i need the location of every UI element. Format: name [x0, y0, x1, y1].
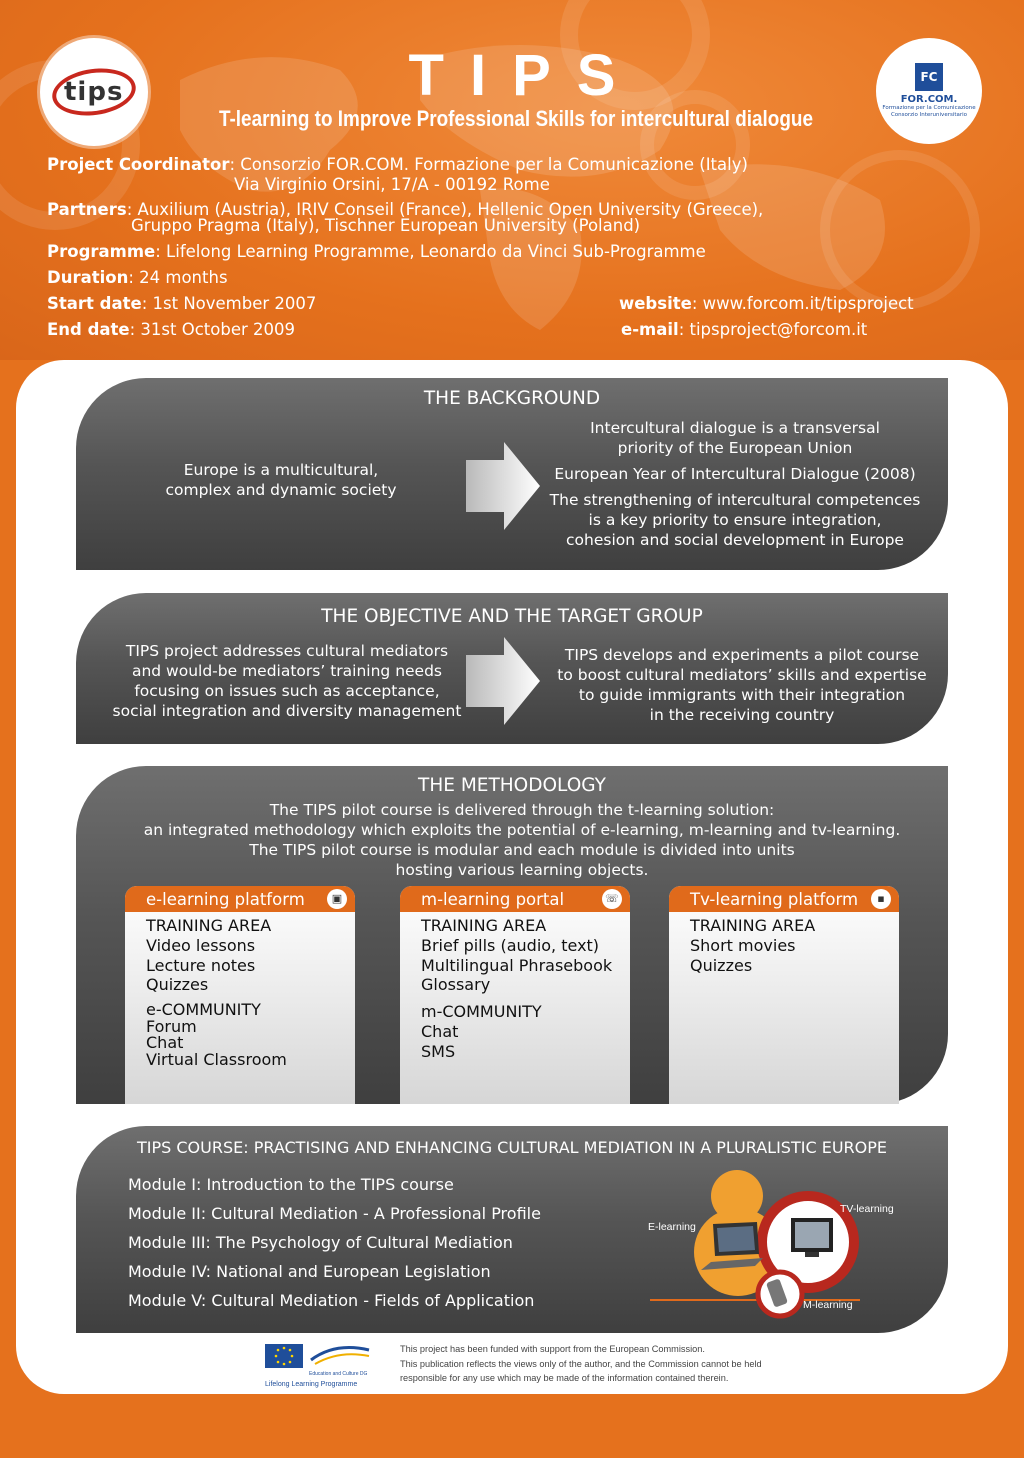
methodology-line: an integrated methodology which exploits the potential of e-learning, m-learning and tv-learning.: [143, 821, 901, 839]
laptop-icon: ▣: [327, 889, 347, 909]
forcom-logo-name: FOR.COM.: [900, 94, 958, 105]
coordinator-address: Via Virginio Orsini, 17/A - 00192 Rome: [234, 175, 550, 194]
e-learning-card-header: [125, 886, 355, 912]
coordinator-value: : Consorzio FOR.COM. Formazione per la Comunicazione (Italy): [229, 155, 748, 174]
module-number: Module II: [128, 1204, 201, 1223]
list-item: TRAINING AREA: [690, 916, 816, 935]
start-date-label: Start date: [47, 294, 142, 313]
disclaimer-line: This publication reflects the views only of the author, and the Commission cannot be held: [400, 1358, 762, 1369]
e-learning-list: [125, 912, 355, 1068]
background-left-text: [96, 460, 466, 500]
background-right-line: Intercultural dialogue is a transversal: [590, 419, 880, 437]
m-learning-list: [400, 912, 630, 1062]
m-learning-graphic-label: M-learning: [803, 1299, 853, 1311]
end-date-row: [47, 320, 295, 340]
objective-right-line: to boost cultural mediators’ skills and expertise: [557, 666, 927, 684]
website-link[interactable]: : www.forcom.it/tipsproject: [691, 294, 914, 313]
m-learning-card-header: [400, 886, 630, 912]
list-item: Brief pills (audio, text): [421, 935, 600, 955]
right-arrow-icon: [466, 637, 540, 725]
duration-value: : 24 months: [128, 268, 228, 287]
objective-left-text: [96, 641, 478, 721]
tv-icon: [791, 1218, 833, 1257]
module-text: : Cultural Mediation - A Professional Profile: [200, 1204, 541, 1223]
list-item: TRAINING AREA: [146, 916, 272, 935]
t-learning-graphic: [645, 1166, 915, 1326]
list-item: TRAINING AREA: [421, 916, 547, 935]
objective-title: THE OBJECTIVE AND THE TARGET GROUP: [321, 606, 703, 627]
page-subtitle: T-learning to Improve Professional Skills for intercultural dialogue: [218, 106, 813, 131]
module-item: [128, 1175, 541, 1204]
module-item: [128, 1291, 541, 1320]
tv-icon: ▪: [871, 889, 891, 909]
list-item: Multilingual Phrasebook: [421, 955, 613, 975]
programme-label: Programme: [47, 242, 156, 261]
disclaimer-text: [400, 1342, 762, 1386]
background-right-line: is a key priority to ensure integration,: [588, 511, 882, 529]
list-item: Quizzes: [690, 955, 753, 975]
tips-logo-text: tips: [64, 77, 124, 107]
page-title: TIPS: [408, 43, 642, 108]
forcom-logo-sub-2: Consorzio Interuniversitario: [890, 112, 968, 118]
background-title: THE BACKGROUND: [423, 388, 601, 409]
eu-logo-block: [265, 1342, 375, 1388]
email-row[interactable]: [621, 320, 867, 340]
coordinator-row: [47, 155, 748, 175]
m-learning-card: [400, 886, 630, 1104]
forcom-logo-mark: FC: [915, 63, 943, 91]
list-item: e-COMMUNITY: [146, 1000, 261, 1020]
objective-right-line: in the receiving country: [649, 706, 835, 724]
objective-left-line: social integration and diversity management: [112, 702, 462, 720]
background-left-line: complex and dynamic society: [165, 481, 397, 499]
mobile-phone-icon: ☏: [602, 889, 622, 909]
eu-caption-1: Education and Culture DG: [309, 1371, 368, 1377]
objective-right-text: [540, 645, 944, 725]
module-item: [128, 1204, 541, 1233]
start-date-value: : 1st November 2007: [141, 294, 317, 313]
duration-row: [47, 268, 228, 288]
methodology-line: hosting various learning objects.: [395, 861, 649, 879]
m-learning-card-title: m-learning portal: [421, 890, 565, 909]
tv-learning-list: [669, 912, 899, 975]
methodology-title: THE METHODOLOGY: [418, 775, 606, 796]
list-item: Forum: [146, 1016, 197, 1036]
right-arrow-icon: [466, 442, 540, 530]
methodology-line: The TIPS pilot course is delivered through the t-learning solution:: [269, 801, 775, 819]
end-date-value: : 31st October 2009: [129, 320, 295, 339]
list-item: Virtual Classroom: [146, 1049, 287, 1069]
methodology-line: The TIPS pilot course is modular and each module is divided into units: [249, 841, 795, 859]
website-row[interactable]: [619, 294, 914, 314]
e-learning-card: [125, 886, 355, 1104]
eu-flag-icon: [265, 1342, 375, 1370]
objective-left-line: TIPS project addresses cultural mediators: [125, 642, 449, 660]
background-right-line: The strengthening of intercultural competences: [549, 491, 921, 509]
background-section: [76, 378, 948, 570]
start-date-row: [47, 294, 316, 314]
disclaimer-line: responsible for any use which may be made of the information contained therein.: [400, 1373, 729, 1383]
objective-left-line: and would-be mediators’ training needs: [131, 662, 443, 680]
programme-value: : Lifelong Learning Programme, Leonardo da Vinci Sub-Programme: [155, 242, 706, 261]
background-right-line: cohesion and social development in Europe: [566, 531, 904, 549]
e-learning-card-title: e-learning platform: [146, 890, 305, 909]
tv-learning-card-title: Tv-learning platform: [690, 890, 859, 909]
background-right-line: European Year of Intercultural Dialogue (2008): [554, 465, 916, 483]
list-item: Chat: [146, 1033, 184, 1053]
tv-learning-card-header: [669, 886, 899, 912]
module-number: Module IV: [128, 1262, 206, 1281]
list-item: Short movies: [690, 935, 796, 955]
objective-section: [76, 593, 948, 744]
module-text: : National and European Legislation: [205, 1262, 491, 1281]
background-left-line: Europe is a multicultural,: [183, 461, 379, 479]
list-item: SMS: [421, 1041, 456, 1061]
coordinator-label: Project Coordinator: [47, 155, 230, 174]
partners-value: : Auxilium (Austria), IRIV Conseil (France), Hellenic Open University (Greece),: [126, 200, 764, 219]
programme-row: [47, 242, 706, 262]
module-text: : Introduction to the TIPS course: [195, 1175, 454, 1194]
tv-learning-card: [669, 886, 899, 1104]
objective-right-line: to guide immigrants with their integration: [578, 686, 906, 704]
disclaimer-line: This project has been funded with support from the European Commission.: [400, 1344, 705, 1354]
email-link[interactable]: : tipsproject@forcom.it: [678, 320, 868, 339]
module-item: [128, 1262, 541, 1291]
partners-label: Partners: [47, 200, 127, 219]
duration-label: Duration: [47, 268, 129, 287]
course-title: TIPS COURSE: PRACTISING AND ENHANCING CULTURAL MEDIATION IN A PLURALISTIC EUROPE: [137, 1138, 887, 1157]
website-label: website: [619, 294, 692, 313]
forcom-logo-sub-1: Formazione per la Comunicazione: [882, 105, 976, 111]
end-date-label: End date: [47, 320, 130, 339]
partners-value-2: Gruppo Pragma (Italy), Tischner European University (Poland): [131, 216, 641, 235]
background-right-text: [538, 418, 932, 550]
module-text: : The Psychology of Cultural Mediation: [205, 1233, 513, 1252]
module-number: Module I: [128, 1175, 196, 1194]
email-label: e-mail: [621, 320, 679, 339]
list-item: Video lessons: [146, 935, 256, 955]
list-item: Quizzes: [146, 975, 209, 995]
eu-caption-2: Lifelong Learning Programme: [265, 1381, 358, 1388]
module-text: : Cultural Mediation - Fields of Application: [200, 1291, 535, 1310]
module-number: Module III: [128, 1233, 206, 1252]
e-learning-graphic-label: E-learning: [648, 1221, 696, 1233]
module-number: Module V: [128, 1291, 201, 1310]
module-list: [128, 1175, 541, 1320]
objective-right-line: TIPS develops and experiments a pilot course: [564, 646, 920, 664]
list-item: m-COMMUNITY: [421, 1002, 542, 1022]
background-right-line: priority of the European Union: [617, 439, 853, 457]
methodology-text: [76, 800, 968, 880]
tv-learning-graphic-label: TV-learning: [840, 1203, 894, 1215]
module-item: [128, 1233, 541, 1262]
list-item: Glossary: [421, 975, 491, 995]
list-item: Lecture notes: [146, 955, 256, 975]
header: [0, 0, 1024, 360]
list-item: Chat: [421, 1021, 459, 1041]
objective-left-line: focusing on issues such as acceptance,: [134, 682, 440, 700]
